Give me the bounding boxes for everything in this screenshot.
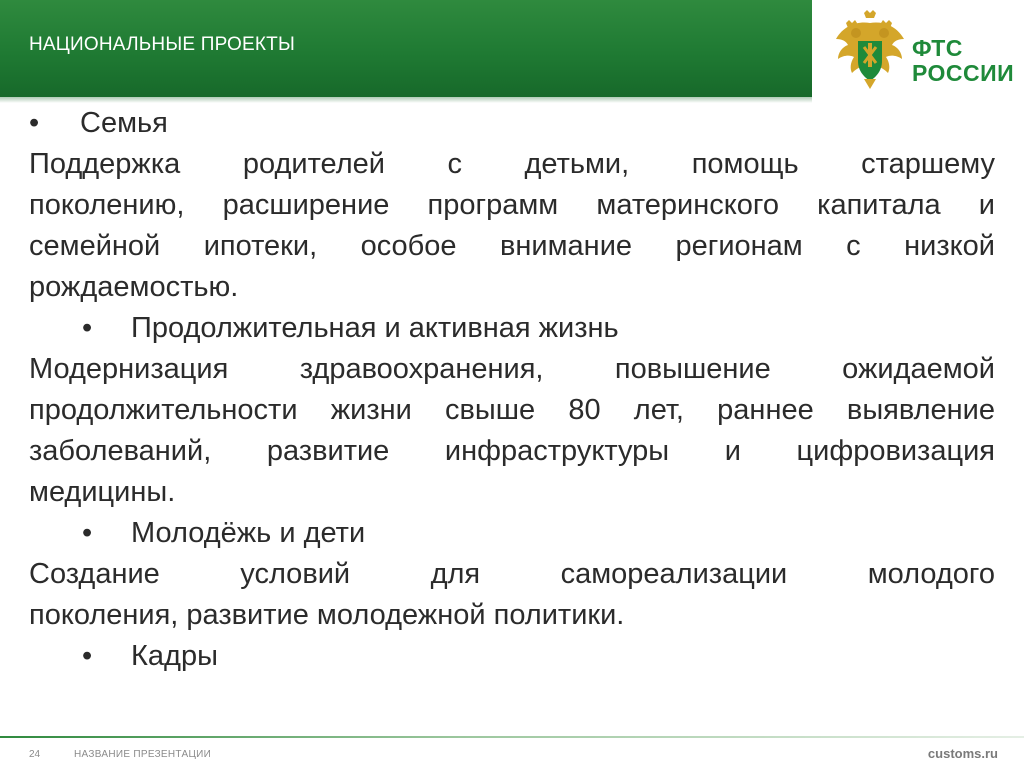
section-heading: Кадры (131, 640, 218, 672)
paragraph-line: продолжительности жизни свыше 80 лет, раннее выявление (29, 394, 995, 426)
logo-text (912, 36, 1014, 86)
list-item-heading (29, 636, 995, 677)
header-bar (0, 0, 812, 97)
section-heading: Семья (80, 107, 168, 139)
footer-divider (0, 736, 1024, 738)
logo-line-1: ФТС (912, 35, 963, 61)
paragraph-line: рождаемостью. (29, 271, 239, 303)
paragraph-line: заболеваний, развитие инфраструктуры и цифровизация (29, 435, 995, 467)
list-item-heading (29, 103, 995, 144)
logo (812, 0, 1024, 97)
page-title: НАЦИОНАЛЬНЫЕ ПРОЕКТЫ (29, 34, 295, 55)
paragraph-line: Создание условий для самореализации молодого (29, 558, 995, 590)
section-heading: Продолжительная и активная жизнь (131, 312, 619, 344)
paragraph-line: поколения, развитие молодежной политики. (29, 599, 625, 631)
site-link[interactable]: customs.ru (927, 746, 998, 761)
bullet: • (29, 107, 40, 139)
slide-number: 24 (29, 749, 41, 760)
paragraph-line: медицины. (29, 476, 176, 508)
paragraph-line: Модернизация здравоохранения, повышение ожидаемой (29, 353, 995, 385)
main-content (29, 103, 995, 677)
bullet: • (82, 640, 93, 672)
list-item-heading (29, 513, 995, 554)
bullet: • (82, 312, 93, 344)
paragraph-line: Поддержка родителей с детьми, помощь старшему (29, 148, 995, 180)
paragraph-line: поколению, расширение программ материнского капитала и (29, 189, 995, 221)
bullet: • (82, 517, 93, 549)
logo-line-2: РОССИИ (912, 60, 1015, 86)
double-headed-eagle-emblem-icon (834, 9, 906, 91)
paragraph-line: семейной ипотеки, особое внимание регионам с низкой (29, 230, 995, 262)
list-item-heading (29, 308, 995, 349)
presentation-name: НАЗВАНИЕ ПРЕЗЕНТАЦИИ (74, 749, 212, 760)
section-heading: Молодёжь и дети (131, 517, 366, 549)
